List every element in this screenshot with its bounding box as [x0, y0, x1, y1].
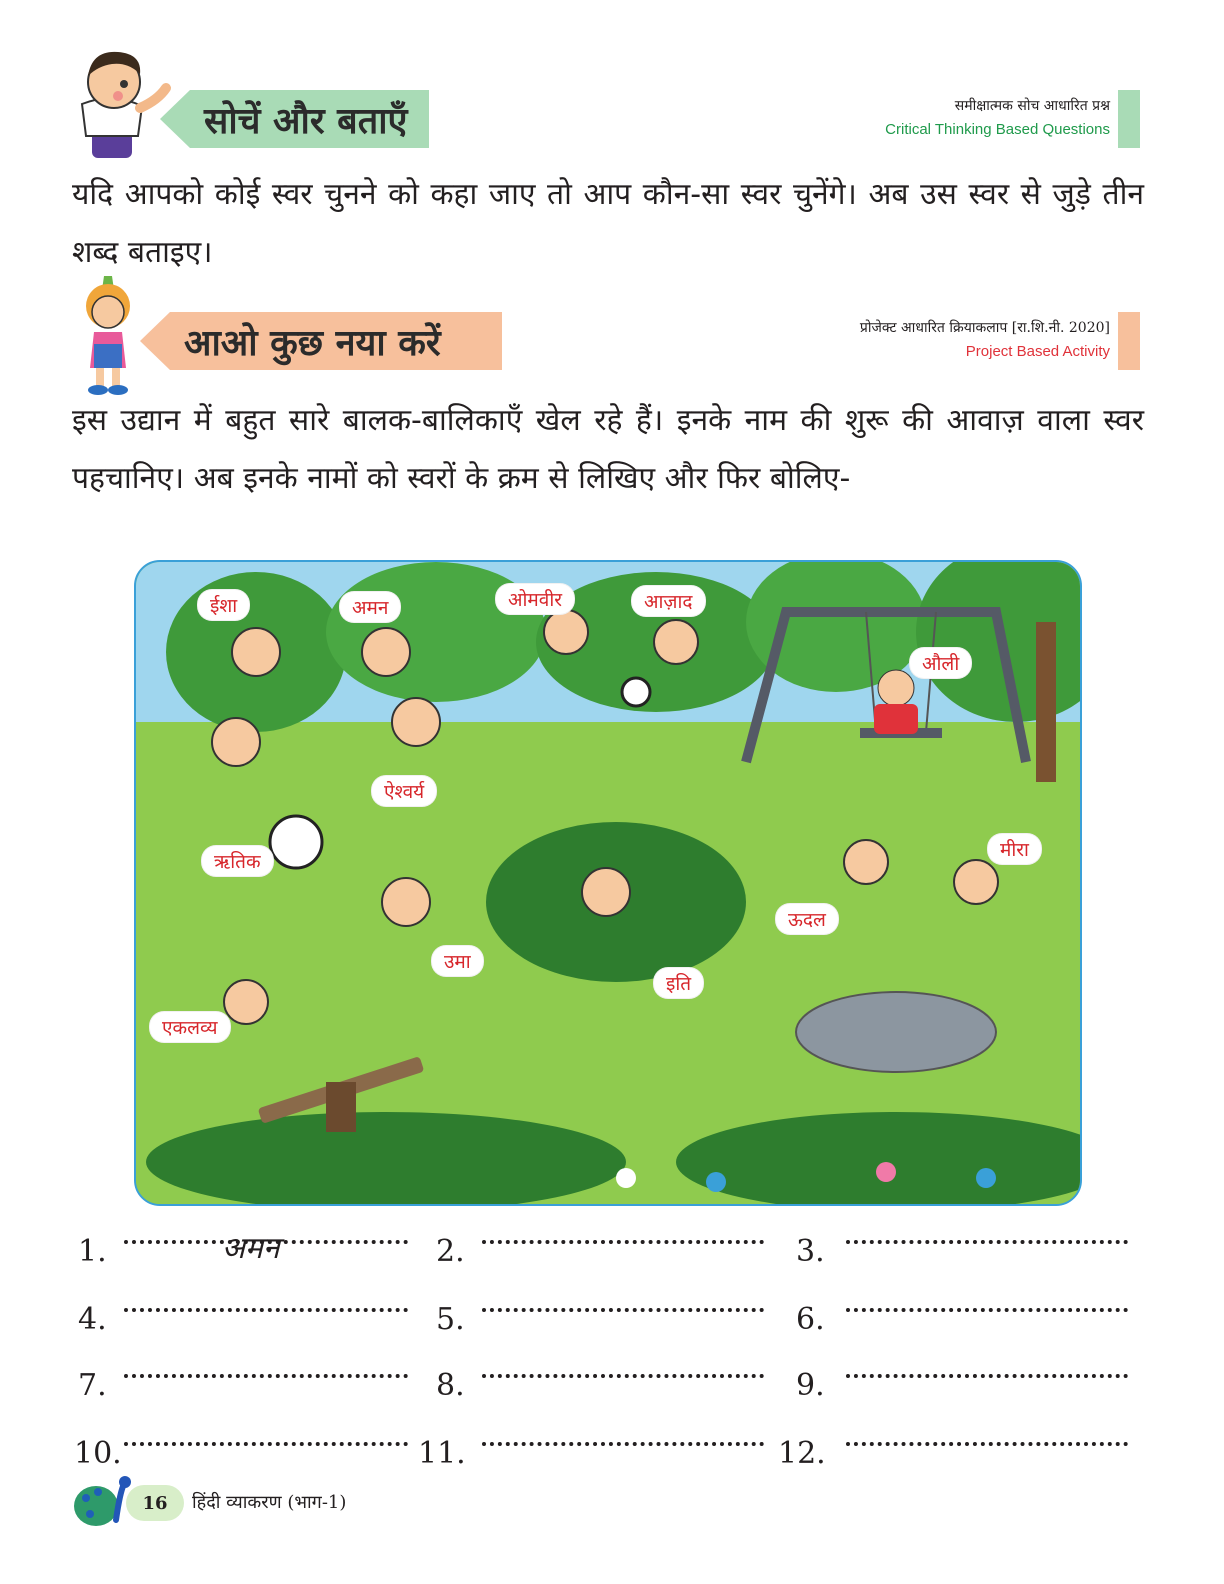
answer-number: 8. — [436, 1368, 465, 1403]
section-type-english: Project Based Activity — [965, 343, 1110, 360]
girl-illustration — [68, 272, 148, 398]
section-title-think: सोचें और बताएँ — [204, 100, 408, 142]
answer-number: 3. — [796, 1234, 825, 1269]
answer-number: 9. — [796, 1368, 825, 1403]
section-type-think — [885, 96, 1110, 138]
name-tag-eklavya: एकलव्य — [150, 1012, 230, 1042]
section-banner-think — [160, 90, 429, 148]
section-banner-project — [140, 312, 502, 370]
name-tag-iti: इति — [654, 968, 703, 998]
answer-blank-10[interactable] — [124, 1438, 408, 1446]
football — [270, 816, 322, 868]
boy-pointing-illustration — [62, 44, 172, 164]
answer-number: 1. — [78, 1234, 107, 1269]
name-tag-azaad: आज़ाद — [632, 586, 705, 616]
answer-number: 4. — [78, 1302, 107, 1337]
book-title: हिंदी व्याकरण (भाग-1) — [192, 1492, 347, 1513]
answer-blank-2[interactable] — [482, 1236, 764, 1244]
name-tag-uma: उमा — [432, 946, 483, 976]
answer-number: 2. — [436, 1234, 465, 1269]
answer-number: 5. — [436, 1302, 465, 1337]
answer-blank-9[interactable] — [846, 1370, 1128, 1378]
name-tag-ritik: ऋतिक — [202, 846, 273, 876]
page-number: 16 — [126, 1485, 184, 1521]
section-type-hindi: प्रोजेक्ट आधारित क्रियाकलाप [रा.शि.नी. 2020] — [859, 320, 1110, 336]
name-tag-aman: अमन — [340, 592, 400, 622]
answer-blank-3[interactable] — [846, 1236, 1128, 1244]
project-instructions-text: इस उद्यान में बहुत सारे बालक-बालिकाएँ खेल रहे हैं। इनके नाम की शुरू की आवाज़ वाला स्वर पहचानिए। अब इनके नामों को स्वरों के क्रम से लिखिए और फिर बोलिए- — [72, 403, 1144, 496]
answer-blank-5[interactable] — [482, 1304, 764, 1312]
section-type-project — [860, 318, 1110, 360]
answer-number: 6. — [796, 1302, 825, 1337]
answer-blank-4[interactable] — [124, 1304, 408, 1312]
answer-sample-1: अमन — [222, 1231, 280, 1266]
answer-number: 10. — [74, 1436, 122, 1471]
name-tag-auli: औली — [910, 648, 971, 678]
answer-blank-12[interactable] — [846, 1438, 1128, 1446]
answer-number: 7. — [78, 1368, 107, 1403]
answer-blank-7[interactable] — [124, 1370, 408, 1378]
section-type-hindi: समीक्षात्मक सोच आधारित प्रश्न — [954, 98, 1110, 114]
name-tag-omveer: ओमवीर — [496, 584, 574, 614]
park-scene — [134, 560, 1082, 1206]
name-tag-isha: ईशा — [198, 590, 249, 620]
section-accent-bar — [1118, 90, 1140, 148]
section-type-english: Critical Thinking Based Questions — [885, 121, 1110, 138]
section-title-project: आओ कुछ नया करें — [184, 322, 441, 364]
answer-blank-8[interactable] — [482, 1370, 764, 1378]
name-tag-aishwarya: ऐश्वर्य — [372, 776, 436, 806]
think-question-text: यदि आपको कोई स्वर चुनने को कहा जाए तो आप कौन-सा स्वर चुनेंगे। अब उस स्वर से जुड़े तीन शब्द बताइए। — [72, 177, 1144, 270]
answer-number: 11. — [418, 1436, 466, 1471]
answer-blank-6[interactable] — [846, 1304, 1128, 1312]
name-tag-udal: ऊदल — [776, 904, 838, 934]
section-accent-bar — [1118, 312, 1140, 370]
answer-blank-11[interactable] — [482, 1438, 764, 1446]
answer-number: 12. — [778, 1436, 826, 1471]
name-tag-meera: मीरा — [988, 834, 1041, 864]
